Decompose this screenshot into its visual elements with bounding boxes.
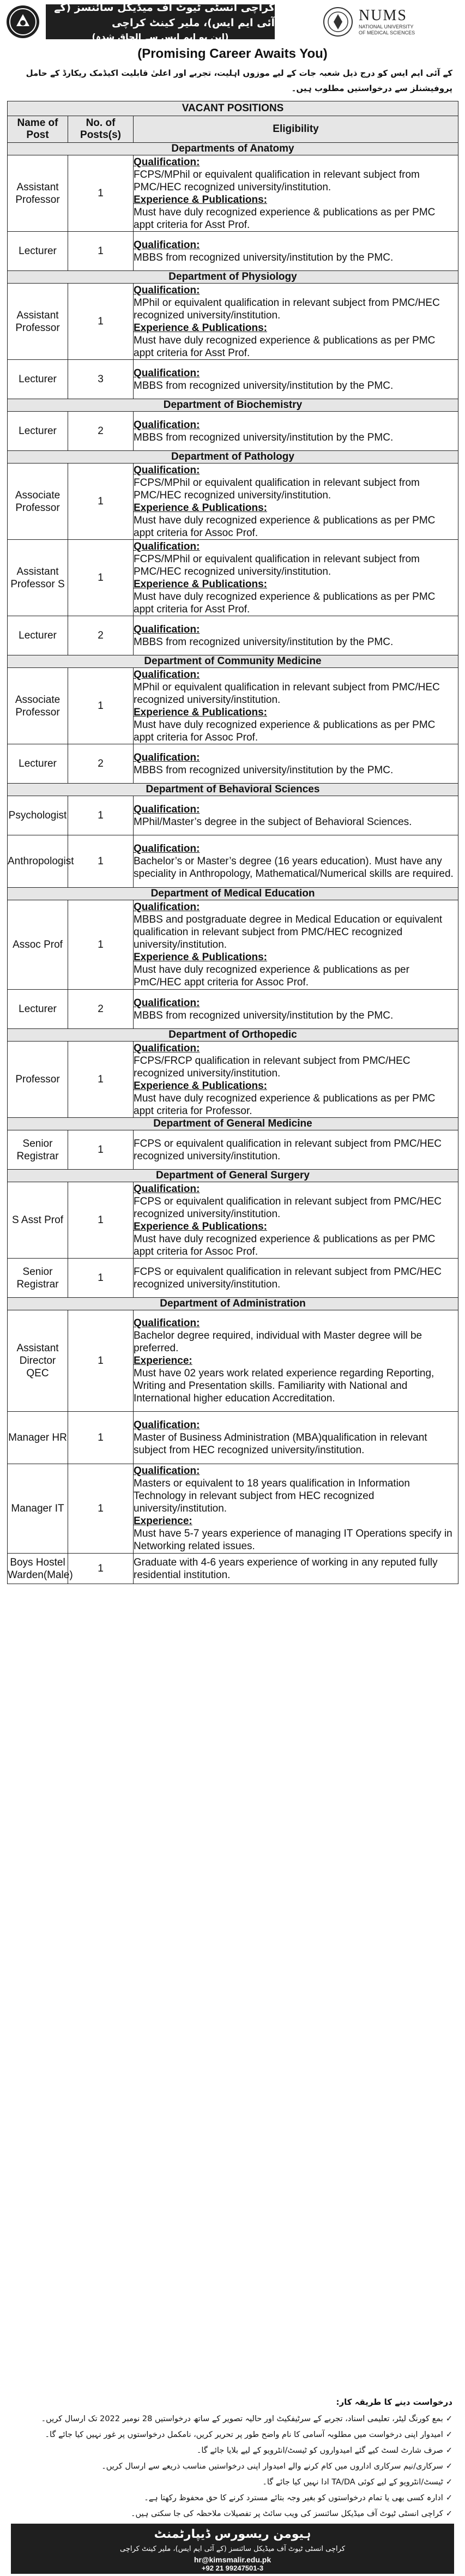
eligibility-text: Bachelor’s or Master’s degree (16 years education). Must have any speciality in Anthropology, Mathematical/Numerical skills are required.: [134, 856, 454, 880]
table-row: [8, 540, 458, 616]
num-posts: 1: [68, 1310, 134, 1412]
eligibility-heading: Experience:: [134, 1515, 192, 1527]
table-row: [8, 835, 458, 888]
eligibility-text: MPhil or equivalent qualification in relevant subject from PMC/HEC recognized university/institution.: [134, 297, 440, 321]
eligibility-heading: Qualification:: [134, 464, 200, 476]
post-name: Manager HR: [8, 1412, 68, 1464]
department-row: [8, 451, 458, 464]
table-row: [8, 668, 458, 744]
num-posts: 1: [68, 540, 134, 616]
eligibility-text: MBBS from recognized university/institution by the PMC.: [134, 431, 394, 443]
num-posts: 1: [68, 900, 134, 990]
eligibility-cell: [134, 1259, 458, 1298]
table-row: [8, 1259, 458, 1298]
how-to-apply-list: [11, 2411, 452, 2522]
eligibility-text: MBBS from recognized university/institution by the PMC.: [134, 251, 394, 263]
institute-title-urdu: [46, 2, 275, 42]
eligibility-cell: [134, 1182, 458, 1259]
department-row: [8, 1029, 458, 1042]
eligibility-heading: Experience & Publications:: [134, 1220, 267, 1232]
institute-title-line1: کراچی انسٹی ٹیوٹ آف میڈیکل سائنسز (کے آئی ایم ایس)، ملیر کینٹ کراچی: [54, 2, 275, 29]
num-posts: 1: [68, 284, 134, 360]
hr-address: کراچی انسٹی ٹیوٹ آف میڈیکل سائنسز (کے آئی ایم ایس)، ملیر کینٹ کراچی: [119, 2545, 346, 2553]
list-item: ✓ کراچی انسٹی ٹیوٹ آف میڈیکل سائنسز کی ویب سائٹ پر تفصیلات ملاحظہ کی جا سکتی ہیں۔: [11, 2506, 452, 2522]
eligibility-cell: [134, 284, 458, 360]
department-row: [8, 888, 458, 900]
eligibility-heading: Experience & Publications:: [134, 706, 267, 718]
department-row: [8, 143, 458, 155]
eligibility-text: Must have duly recognized experience & publications as per PMC appt criteria for Assoc Prof.: [134, 1233, 436, 1257]
eligibility-heading: Qualification:: [134, 751, 200, 763]
eligibility-text: MPhil or equivalent qualification in relevant subject from PMC/HEC recognized university/institution.: [134, 681, 440, 706]
eligibility-cell: [134, 232, 458, 271]
post-name: Associate Professor: [8, 668, 68, 744]
list-item: ✓ ٹیسٹ/انٹرویو کے لیے کوئی TA/DA ادا نہیں کیا جائے گا۔: [11, 2475, 452, 2490]
eligibility-text: MBBS from recognized university/institution by the PMC.: [134, 1009, 394, 1021]
post-name: Lecturer: [8, 360, 68, 399]
eligibility-cell: [134, 835, 458, 888]
eligibility-heading: Qualification:: [134, 623, 200, 635]
nums-logo: [323, 4, 459, 39]
eligibility-cell: [134, 990, 458, 1029]
eligibility-text: Bachelor degree required, individual with Master degree will be preferred.: [134, 1330, 422, 1354]
institute-title-line2: (این یو ایم ایس سے الحاق شدہ): [92, 32, 229, 42]
post-name: Professor: [8, 1042, 68, 1118]
eligibility-cell: [134, 668, 458, 744]
nums-name: NUMS: [359, 7, 407, 24]
table-row: [8, 1464, 458, 1554]
hr-department-title: ہیومن ریسورس ڈیپارٹمنٹ: [154, 2527, 311, 2541]
num-posts: 1: [68, 668, 134, 744]
list-item: ✓ سرکاری/نیم سرکاری اداروں میں کام کرنے والے امیدوار اپنی درخواستیں مناسب ذریعے سے ارسال کریں۔: [11, 2459, 452, 2475]
eligibility-text: MBBS from recognized university/institution by the PMC.: [134, 380, 394, 392]
department-name: Department of Medical Education: [8, 888, 458, 900]
department-name: Department of Community Medicine: [8, 655, 458, 668]
intro-text-urdu: کے آئی ایم ایس کو درج ذیل شعبہ جات کے لیے موزوں اہلیت، تجربے اور اعلیٰ قابلیت اکیڈمک ریکارڈ کے حامل پروفیشنلز سے درخواستیں مطلوب ہیں۔: [26, 68, 452, 93]
department-name: Department of Physiology: [8, 271, 458, 284]
num-posts: 1: [68, 155, 134, 232]
list-item: ✓ امیدوار اپنی درخواست میں مطلوبہ آسامی کا نام واضح طور پر تحریر کریں، نامکمل درخواستوں پر غور نہیں کیا جائے گا۔: [11, 2427, 452, 2443]
list-item: ✓ ادارہ کسی بھی یا تمام درخواستوں کو بغیر وجہ بتائے مسترد کرنے کا حق محفوظ رکھتا ہے۔: [11, 2490, 452, 2506]
eligibility-text: Must have duly recognized experience & publications as per PMC appt criteria for Asst Prof.: [134, 206, 436, 231]
eligibility-text: MBBS and postgraduate degree in Medical Education or equivalent qualification in relevant subject from PMC/HEC recognized university/institution.: [134, 914, 443, 950]
post-name: Assoc Prof: [8, 900, 68, 990]
post-name: Assistant Director QEC: [8, 1310, 68, 1412]
eligibility-cell: [134, 616, 458, 655]
eligibility-heading: Qualification:: [134, 156, 200, 168]
eligibility-heading: Qualification:: [134, 284, 200, 296]
eligibility-text: Must have 02 years work related experience regarding Reporting, Writing and Presentation skills. Familiarity with National and International higher education Accreditation.: [134, 1368, 434, 1404]
department-name: Department of Orthopedic: [8, 1029, 458, 1042]
eligibility-text: Must have duly recognized experience & publications as per PmC/HEC appt criteria for Assoc Prof.: [134, 964, 409, 988]
department-row: [8, 399, 458, 412]
eligibility-text: Master of Business Administration (MBA)qualification in relevant subject from HEC recognized university/institution.: [134, 1432, 427, 1456]
table-title: VACANT POSITIONS: [8, 101, 458, 116]
post-name: Lecturer: [8, 744, 68, 784]
num-posts: 2: [68, 744, 134, 784]
eligibility-cell: [134, 1042, 458, 1118]
eligibility-heading: Qualification:: [134, 1183, 200, 1195]
num-posts: 1: [68, 464, 134, 540]
eligibility-heading: Qualification:: [134, 419, 200, 431]
hr-phone: +92 21 99247501-3: [201, 2564, 264, 2572]
num-posts: 1: [68, 1464, 134, 1554]
table-row: [8, 464, 458, 540]
eligibility-text: FCPS or equivalent qualification in relevant subject from PMC/HEC recognized university/institution.: [134, 1195, 442, 1220]
num-posts: 2: [68, 412, 134, 451]
department-row: [8, 1170, 458, 1182]
eligibility-cell: [134, 1310, 458, 1412]
num-posts: 2: [68, 616, 134, 655]
post-name: Senior Registrar: [8, 1259, 68, 1298]
department-row: [8, 655, 458, 668]
post-name: Boys Hostel Warden(Male): [8, 1554, 68, 1584]
table-row: [8, 1130, 458, 1170]
table-row: [8, 284, 458, 360]
eligibility-cell: [134, 1554, 458, 1584]
department-name: Department of Biochemistry: [8, 399, 458, 412]
eligibility-heading: Qualification:: [134, 669, 200, 681]
num-posts: 3: [68, 360, 134, 399]
eligibility-cell: [134, 155, 458, 232]
eligibility-cell: [134, 464, 458, 540]
post-name: Lecturer: [8, 990, 68, 1029]
eligibility-heading: Qualification:: [134, 367, 200, 379]
eligibility-text: FCPS/MPhil or equivalent qualification in relevant subject from PMC/HEC recognized university/institution.: [134, 168, 420, 193]
post-name: Senior Registrar: [8, 1130, 68, 1170]
eligibility-heading: Experience & Publications:: [134, 502, 267, 514]
table-row: [8, 796, 458, 835]
how-to-apply-heading: درخواست دینے کا طریقہ کار:: [336, 2397, 452, 2407]
post-name: Manager IT: [8, 1464, 68, 1554]
table-row: [8, 360, 458, 399]
table-row: [8, 616, 458, 655]
eligibility-heading: Qualification:: [134, 540, 200, 552]
hr-contact-box: [11, 2524, 454, 2574]
eligibility-cell: [134, 412, 458, 451]
eligibility-cell: [134, 360, 458, 399]
post-name: Psychologist: [8, 796, 68, 835]
table-row: [8, 232, 458, 271]
department-name: Department of Behavioral Sciences: [8, 784, 458, 796]
department-name: Department of General Medicine: [8, 1118, 458, 1130]
eligibility-cell: [134, 540, 458, 616]
column-header-eligibility: Eligibility: [134, 116, 458, 143]
nums-emblem-icon: [323, 7, 353, 37]
eligibility-heading: Qualification:: [134, 1317, 200, 1329]
eligibility-text: Must have duly recognized experience & publications as per PMC appt criteria for Assoc Prof.: [134, 514, 436, 539]
eligibility-heading: Qualification:: [134, 997, 200, 1009]
eligibility-cell: [134, 900, 458, 990]
num-posts: 1: [68, 1130, 134, 1170]
table-row: [8, 1042, 458, 1118]
post-name: Assistant Professor: [8, 284, 68, 360]
table-row: [8, 1412, 458, 1464]
eligibility-text: Must have 5-7 years experience of managing IT Operations specify in Networking related issues.: [134, 1528, 452, 1552]
table-row: [8, 1310, 458, 1412]
department-name: Department of General Surgery: [8, 1170, 458, 1182]
department-row: [8, 784, 458, 796]
eligibility-text: MBBS from recognized university/institution by the PMC.: [134, 636, 394, 648]
eligibility-text: MBBS from recognized university/institution by the PMC.: [134, 764, 394, 776]
post-name: Anthropologist: [8, 835, 68, 888]
eligibility-text: FCPS/FRCP qualification in relevant subject from PMC/HEC recognized university/institution.: [134, 1055, 410, 1079]
nums-subtitle-1: NATIONAL UNIVERSITY: [359, 24, 414, 29]
eligibility-text: FCPS/MPhil or equivalent qualification in relevant subject from PMC/HEC recognized university/institution.: [134, 553, 420, 577]
table-row: [8, 155, 458, 232]
eligibility-text: Must have duly recognized experience & publications as per PMC appt criteria for Professor.: [134, 1092, 436, 1117]
department-row: [8, 271, 458, 284]
header: [0, 0, 465, 44]
eligibility-text: FCPS or equivalent qualification in relevant subject from PMC/HEC recognized university/institution.: [134, 1137, 442, 1162]
eligibility-cell: [134, 1464, 458, 1554]
eligibility-heading: Experience & Publications:: [134, 194, 267, 206]
table-row: [8, 990, 458, 1029]
table-row: [8, 900, 458, 990]
department-name: Department of Pathology: [8, 451, 458, 464]
table-row: [8, 744, 458, 784]
eligibility-heading: Experience:: [134, 1355, 192, 1367]
eligibility-cell: [134, 1130, 458, 1170]
eligibility-heading: Experience & Publications:: [134, 1080, 267, 1092]
eligibility-heading: Qualification:: [134, 1419, 200, 1431]
eligibility-text: Must have duly recognized experience & publications as per PMC appt criteria for Asst Prof.: [134, 591, 436, 615]
eligibility-text: MPhil/Master’s degree in the subject of Behavioral Sciences.: [134, 816, 412, 828]
post-name: Assistant Professor: [8, 155, 68, 232]
eligibility-heading: Experience & Publications:: [134, 952, 267, 963]
eligibility-text: Must have duly recognized experience & publications as per PMC appt criteria for Assoc Prof.: [134, 719, 436, 743]
num-posts: 1: [68, 796, 134, 835]
eligibility-heading: Qualification:: [134, 239, 200, 251]
eligibility-heading: Qualification:: [134, 803, 200, 815]
eligibility-cell: [134, 1412, 458, 1464]
num-posts: 1: [68, 232, 134, 271]
num-posts: 2: [68, 990, 134, 1029]
eligibility-heading: Qualification:: [134, 1465, 200, 1477]
eligibility-cell: [134, 796, 458, 835]
eligibility-text: Graduate with 4-6 years experience of working in any reputed fully residential institution.: [134, 1556, 438, 1581]
post-name: Lecturer: [8, 232, 68, 271]
column-header-num-posts: No. of Posts(s): [68, 116, 134, 143]
num-posts: 1: [68, 835, 134, 888]
num-posts: 1: [68, 1412, 134, 1464]
num-posts: 1: [68, 1259, 134, 1298]
post-name: Lecturer: [8, 412, 68, 451]
eligibility-heading: Experience & Publications:: [134, 322, 267, 334]
department-name: Department of Administration: [8, 1298, 458, 1310]
kims-logo-icon: [5, 4, 40, 39]
eligibility-heading: Qualification:: [134, 843, 200, 854]
list-item: ✓ صرف شارٹ لسٹ کیے گئے امیدواروں کو ٹیسٹ/انٹرویو کے لیے بلایا جائے گا۔: [11, 2443, 452, 2459]
eligibility-heading: Experience & Publications:: [134, 578, 267, 590]
column-header-post: Name of Post: [8, 116, 68, 143]
eligibility-text: Must have duly recognized experience & publications as per PMC appt criteria for Asst Prof.: [134, 334, 436, 359]
post-name: Lecturer: [8, 616, 68, 655]
eligibility-text: FCPS/MPhil or equivalent qualification in relevant subject from PMC/HEC recognized university/institution.: [134, 477, 420, 501]
num-posts: 1: [68, 1042, 134, 1118]
department-row: [8, 1118, 458, 1130]
tagline: (Promising Career Awaits You): [137, 46, 328, 61]
num-posts: 1: [68, 1182, 134, 1259]
hr-email[interactable]: hr@kimsmalir.edu.pk: [194, 2555, 271, 2564]
eligibility-text: Masters or equivalent to 18 years qualification in Information Technology in relevant subject from HEC recognized university/institution.: [134, 1478, 410, 1514]
eligibility-heading: Qualification:: [134, 1042, 200, 1054]
eligibility-cell: [134, 744, 458, 784]
vacant-positions-table: [7, 101, 458, 1584]
post-name: Assistant Professor S: [8, 540, 68, 616]
eligibility-text: FCPS or equivalent qualification in relevant subject from PMC/HEC recognized university/institution.: [134, 1266, 442, 1290]
department-row: [8, 1298, 458, 1310]
department-name: Departments of Anatomy: [8, 143, 458, 155]
list-item: ✓ بمع کورنگ لیٹر، تعلیمی اسناد، تجربے کے سرٹیفکیٹ اور حالیہ تصویر کے ساتھ درخواستیں 28 نومبر 2022 تک ارسال کریں۔: [11, 2411, 452, 2427]
post-name: S Asst Prof: [8, 1182, 68, 1259]
table-row: [8, 1554, 458, 1584]
eligibility-heading: Qualification:: [134, 901, 200, 913]
nums-subtitle-2: OF MEDICAL SCIENCES: [359, 30, 415, 35]
table-row: [8, 1182, 458, 1259]
num-posts: 1: [68, 1554, 134, 1584]
post-name: Associate Professor: [8, 464, 68, 540]
table-row: [8, 412, 458, 451]
